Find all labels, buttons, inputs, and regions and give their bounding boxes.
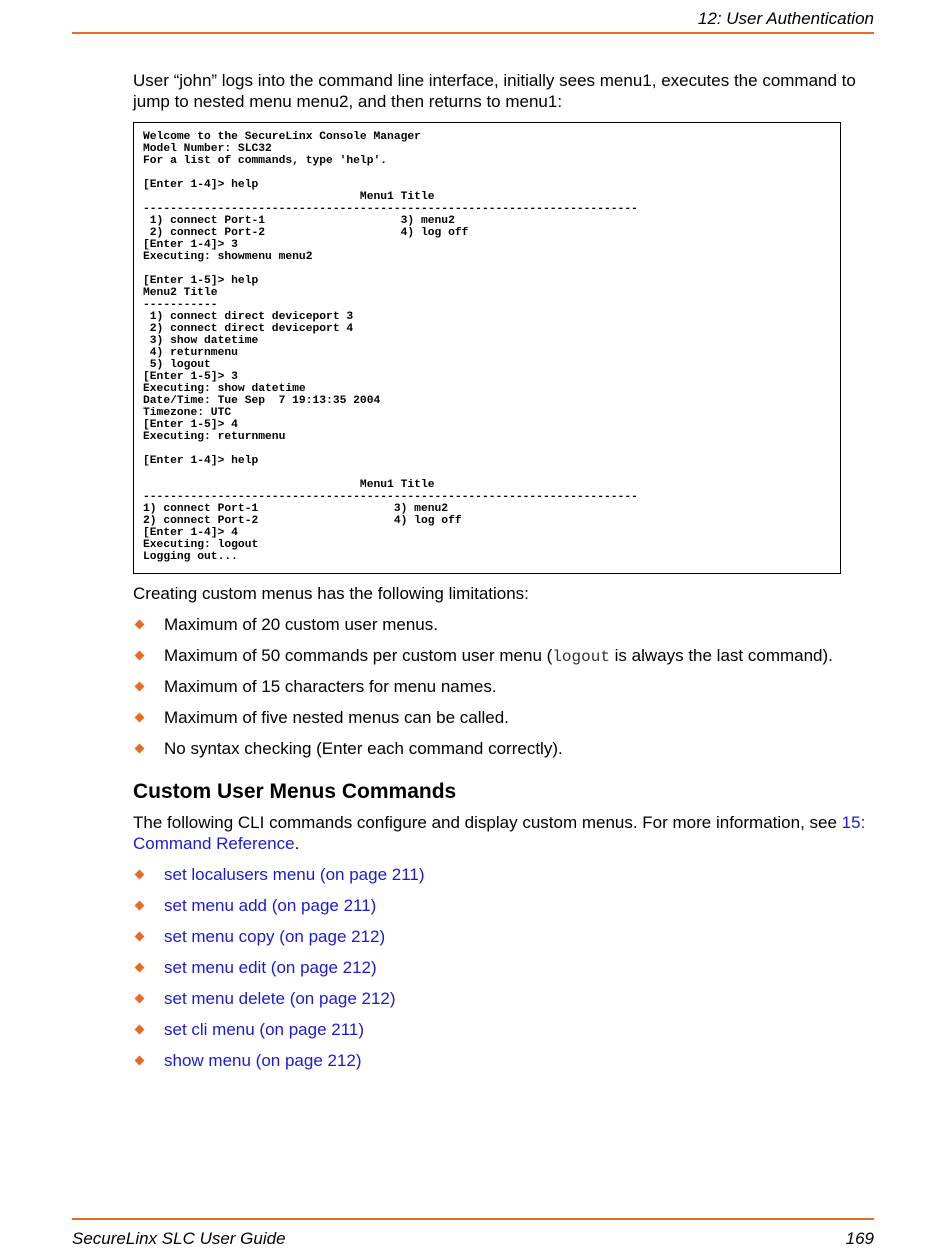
console-line: [Enter 1-5]> 3 [143, 371, 238, 383]
console-line: [Enter 1-4]> 4 [143, 527, 238, 539]
link-set-menu-copy[interactable]: set menu copy (on page 212) [164, 927, 386, 946]
link-set-cli-menu[interactable]: set cli menu (on page 211) [164, 1020, 365, 1039]
console-line: Logging out... [143, 551, 238, 563]
limitations-list [133, 614, 875, 759]
list-item [133, 707, 875, 728]
console-line: 2) connect Port-2 4) log off [143, 515, 462, 527]
bullet-diamond-icon [135, 744, 145, 754]
bullet-diamond-icon [135, 870, 145, 880]
section-paragraph-text: The following CLI commands configure and display custom menus. For more information, see [133, 813, 842, 832]
bullet-diamond-icon [135, 1056, 145, 1066]
bullet-diamond-icon [135, 994, 145, 1004]
limitations-intro: Creating custom menus has the following limitations: [133, 584, 529, 603]
console-line: Executing: showmenu menu2 [143, 251, 313, 263]
console-output [143, 131, 831, 563]
list-item [133, 614, 875, 635]
console-line: Menu2 Title [143, 287, 218, 299]
command-links-list [133, 864, 875, 1071]
console-line: [Enter 1-5]> help [143, 275, 259, 287]
list-item [133, 738, 875, 759]
list-item [133, 1019, 875, 1040]
link-set-localusers-menu[interactable]: set localusers menu (on page 211) [164, 865, 425, 884]
list-item-text: Maximum of five nested menus can be called. [164, 708, 509, 727]
console-line: ----------- [143, 299, 218, 311]
intro-paragraph: User “john” logs into the command line interface, initially sees menu1, executes the command to jump to nested menu menu2, and then returns to menu1: [133, 71, 856, 111]
link-set-menu-add[interactable]: set menu add (on page 211) [164, 896, 377, 915]
console-line: ------------------------------------------------------------------------- [143, 491, 638, 503]
list-item-text: Maximum of 15 characters for menu names. [164, 677, 497, 696]
list-item [133, 957, 875, 978]
link-show-menu[interactable]: show menu (on page 212) [164, 1051, 362, 1070]
console-line: 5) logout [143, 359, 211, 371]
console-line: Date/Time: Tue Sep 7 19:13:35 2004 [143, 395, 381, 407]
console-line: [Enter 1-4]> 3 [143, 239, 238, 251]
bullet-diamond-icon [135, 713, 145, 723]
section-heading: Custom User Menus Commands [133, 780, 457, 803]
link-set-menu-edit[interactable]: set menu edit (on page 212) [164, 958, 377, 977]
list-item [133, 1050, 875, 1071]
list-item-text: Maximum of 50 commands per custom user menu ( [164, 646, 553, 665]
section-paragraph [133, 812, 875, 854]
list-item-text: is always the last command). [609, 646, 833, 665]
console-line: Menu1 Title [143, 191, 435, 203]
bullet-diamond-icon [135, 620, 145, 630]
console-line: Timezone: UTC [143, 407, 232, 419]
console-line: Welcome to the SecureLinx Console Manager [143, 131, 421, 143]
list-item-text: Maximum of 20 custom user menus. [164, 615, 438, 634]
bullet-diamond-icon [135, 901, 145, 911]
bullet-diamond-icon [135, 682, 145, 692]
console-line: 2) connect direct deviceport 4 [143, 323, 354, 335]
bullet-diamond-icon [135, 1025, 145, 1035]
console-line: [Enter 1-4]> help [143, 455, 259, 467]
console-line: 1) connect direct deviceport 3 [143, 311, 354, 323]
console-line: Executing: logout [143, 539, 259, 551]
console-line: [Enter 1-4]> help [143, 179, 259, 191]
footer-rule [72, 1218, 874, 1220]
console-line: 1) connect Port-1 3) menu2 [143, 503, 449, 515]
console-line: 1) connect Port-1 3) menu2 [143, 215, 455, 227]
list-item [133, 645, 875, 666]
console-example-box [133, 122, 841, 574]
console-line: 4) returnmenu [143, 347, 238, 359]
console-line: Executing: show datetime [143, 383, 306, 395]
list-item-text: No syntax checking (Enter each command correctly). [164, 739, 563, 758]
footer-page-number: 169 [845, 1229, 874, 1248]
section-paragraph-end: . [294, 834, 300, 853]
command-reference-link[interactable]: 15: Command Reference [133, 813, 866, 853]
list-item [133, 895, 875, 916]
console-line: 2) connect Port-2 4) log off [143, 227, 469, 239]
footer-guide-title: SecureLinx SLC User Guide [72, 1229, 286, 1248]
console-line: Model Number: SLC32 [143, 143, 272, 155]
header-rule [72, 32, 874, 34]
console-line: For a list of commands, type 'help'. [143, 155, 388, 167]
bullet-diamond-icon [135, 651, 145, 661]
console-line: ------------------------------------------------------------------------- [143, 203, 638, 215]
list-item [133, 926, 875, 947]
list-item [133, 988, 875, 1009]
list-item [133, 676, 875, 697]
list-item [133, 864, 875, 885]
bullet-diamond-icon [135, 963, 145, 973]
chapter-header: 12: User Authentication [697, 9, 874, 28]
console-line: [Enter 1-5]> 4 [143, 419, 238, 431]
inline-code: logout [552, 648, 610, 666]
console-line: Menu1 Title [143, 479, 435, 491]
link-set-menu-delete[interactable]: set menu delete (on page 212) [164, 989, 396, 1008]
page-content [133, 70, 875, 1071]
console-line: Executing: returnmenu [143, 431, 286, 443]
console-line: 3) show datetime [143, 335, 259, 347]
bullet-diamond-icon [135, 932, 145, 942]
